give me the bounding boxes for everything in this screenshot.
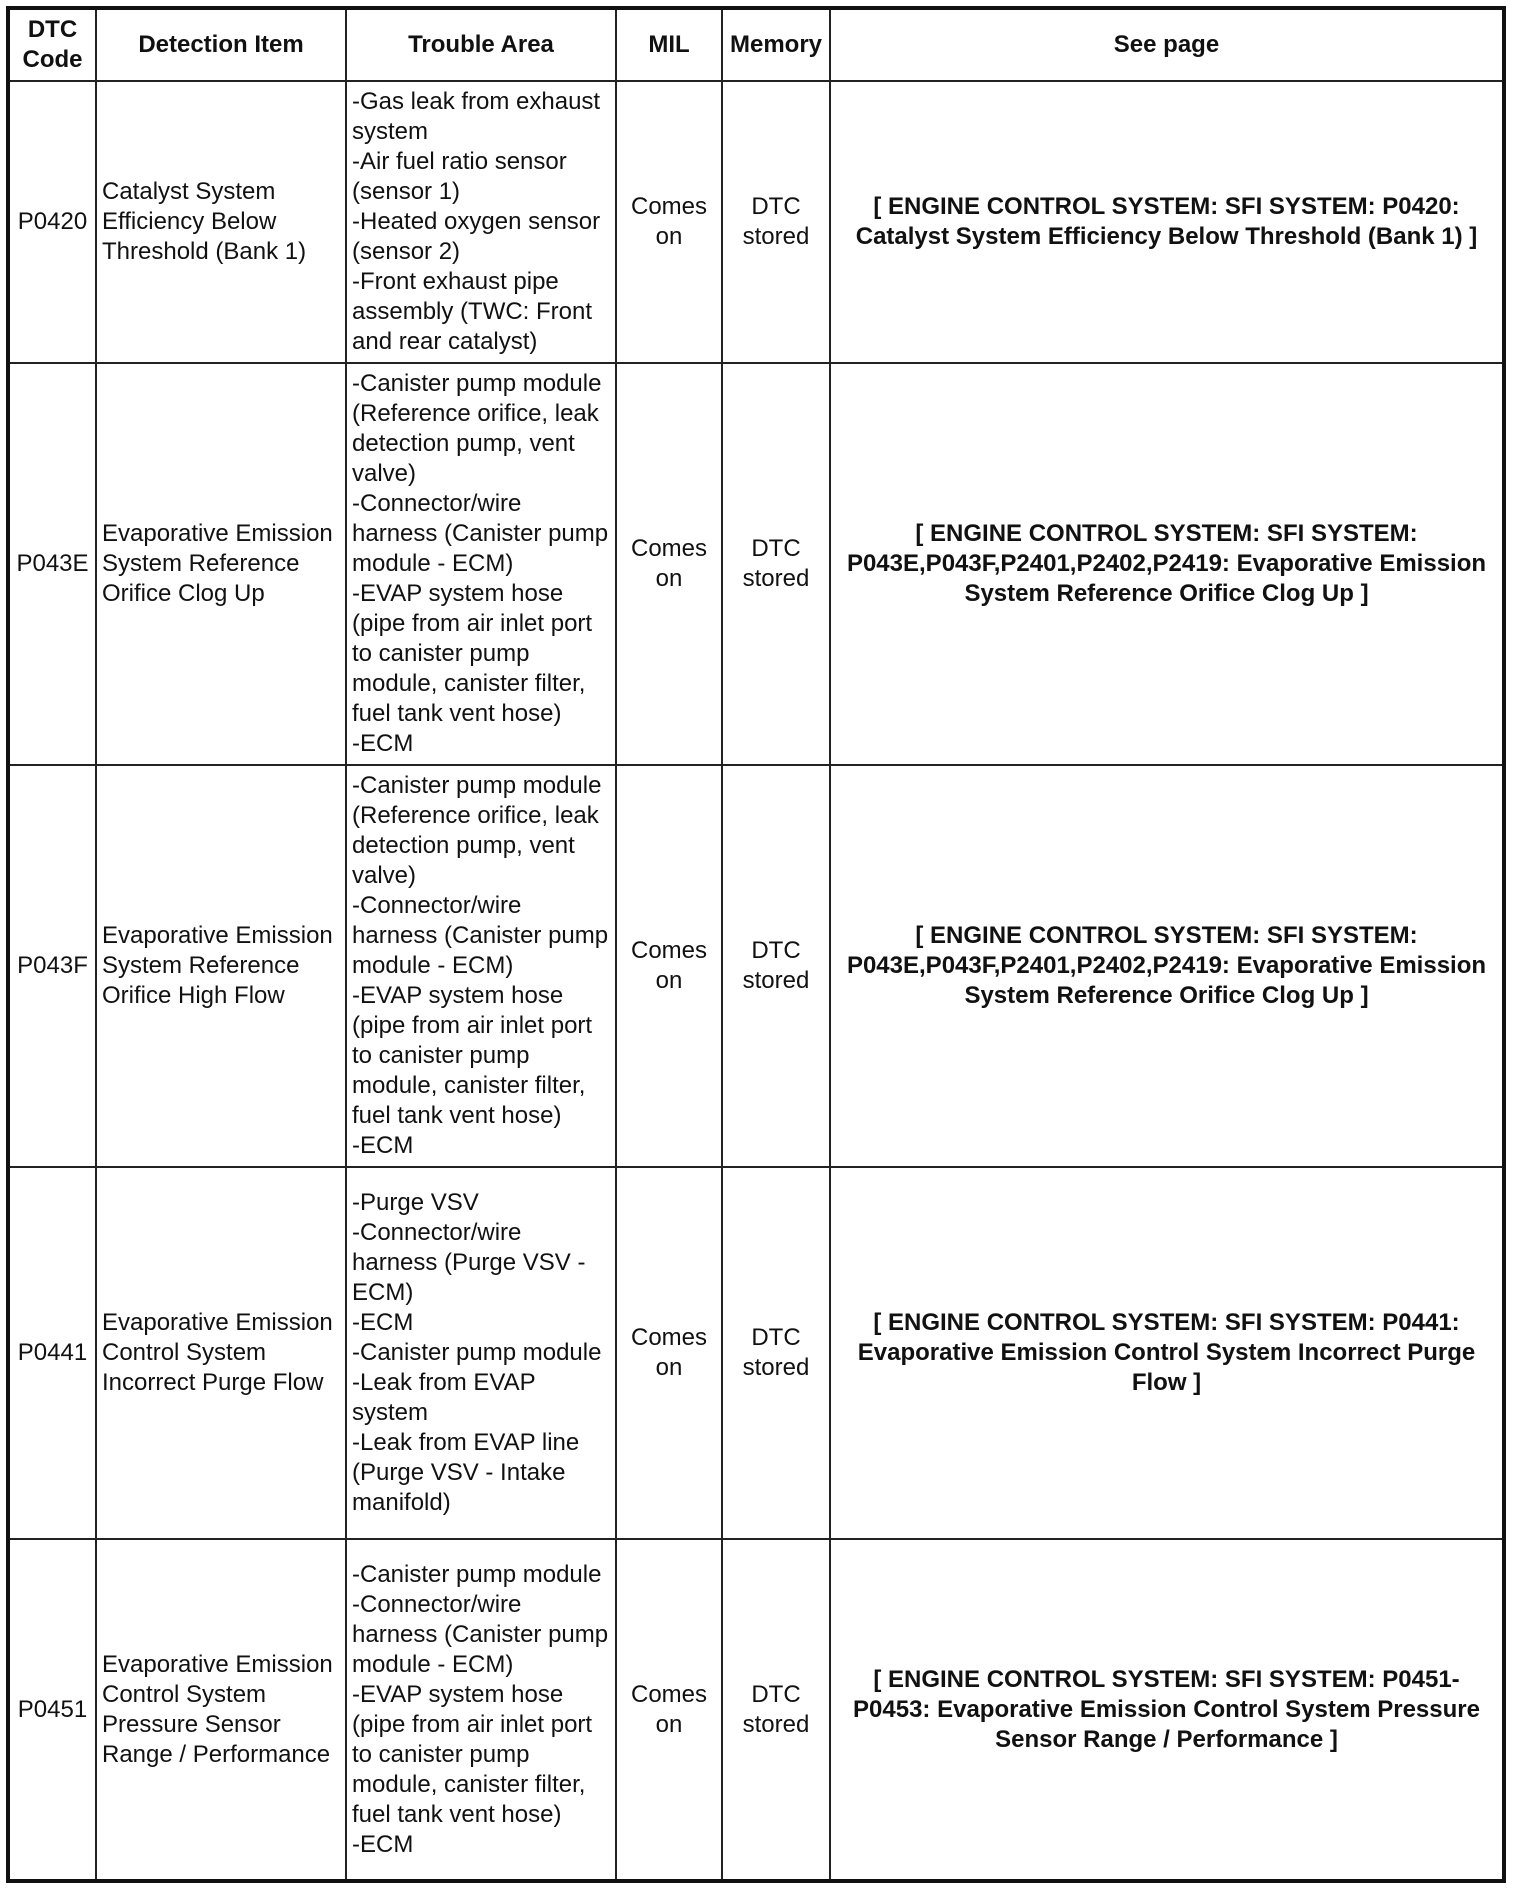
trouble-area-line: -Canister pump module (Reference orifice, leak detection pump, vent valve) bbox=[352, 370, 602, 487]
header-memory: Memory bbox=[722, 8, 830, 81]
mil-cell: Comes on bbox=[616, 765, 722, 1167]
trouble-area-cell bbox=[346, 765, 616, 1167]
detection-item-cell: Evaporative Emission Control System Pressure Sensor Range / Performance bbox=[96, 1539, 346, 1881]
table-header-row bbox=[8, 8, 1504, 81]
mil-cell: Comes on bbox=[616, 1167, 722, 1539]
mil-cell: Comes on bbox=[616, 81, 722, 363]
see-page-link[interactable]: [ ENGINE CONTROL SYSTEM: SFI SYSTEM: P0451-P0453: Evaporative Emission Control System Pressure Sensor Range / Performance ] bbox=[830, 1539, 1504, 1881]
header-see-page: See page bbox=[830, 8, 1504, 81]
header-detection-item: Detection Item bbox=[96, 8, 346, 81]
dtc-code-cell: P043F bbox=[8, 765, 96, 1167]
mil-cell: Comes on bbox=[616, 363, 722, 765]
dtc-code-cell: P0451 bbox=[8, 1539, 96, 1881]
trouble-area-line: -EVAP system hose (pipe from air inlet port to canister pump module, canister filter, fuel tank vent hose) bbox=[352, 982, 593, 1129]
detection-item-cell: Evaporative Emission System Reference Orifice Clog Up bbox=[96, 363, 346, 765]
trouble-area-cell bbox=[346, 363, 616, 765]
table-row bbox=[8, 81, 1504, 363]
trouble-area-cell bbox=[346, 1539, 616, 1881]
table-row bbox=[8, 765, 1504, 1167]
trouble-area-line: -EVAP system hose (pipe from air inlet port to canister pump module, canister filter, fuel tank vent hose) bbox=[352, 1680, 593, 1828]
trouble-area-line: -EVAP system hose (pipe from air inlet port to canister pump module, canister filter, fuel tank vent hose) bbox=[352, 580, 593, 727]
trouble-area-line: -ECM bbox=[352, 730, 414, 757]
memory-cell: DTC stored bbox=[722, 1539, 830, 1881]
header-dtc-code: DTC Code bbox=[8, 8, 96, 81]
memory-cell: DTC stored bbox=[722, 1167, 830, 1539]
dtc-table bbox=[6, 6, 1506, 1883]
mil-cell: Comes on bbox=[616, 1539, 722, 1881]
trouble-area-line: -Canister pump module bbox=[352, 1339, 602, 1366]
trouble-area-line: -Purge VSV bbox=[352, 1189, 479, 1216]
trouble-area-line: -Front exhaust pipe assembly (TWC: Front and rear catalyst) bbox=[352, 268, 593, 355]
see-page-link[interactable]: [ ENGINE CONTROL SYSTEM: SFI SYSTEM: P0441: Evaporative Emission Control System Incorrect Purge Flow ] bbox=[830, 1167, 1504, 1539]
trouble-area-line: -Canister pump module (Reference orifice, leak detection pump, vent valve) bbox=[352, 772, 602, 889]
trouble-area-cell bbox=[346, 81, 616, 363]
trouble-area-line: -ECM bbox=[352, 1830, 414, 1858]
header-trouble-area: Trouble Area bbox=[346, 8, 616, 81]
detection-item-cell: Evaporative Emission Control System Incorrect Purge Flow bbox=[96, 1167, 346, 1539]
trouble-area-line: -ECM bbox=[352, 1132, 414, 1159]
table-row bbox=[8, 1167, 1504, 1539]
trouble-area-line: -ECM bbox=[352, 1309, 414, 1336]
see-page-link[interactable]: [ ENGINE CONTROL SYSTEM: SFI SYSTEM: P043E,P043F,P2401,P2402,P2419: Evaporative Emission System Reference Orifice Clog Up ] bbox=[830, 363, 1504, 765]
trouble-area-line: -Connector/wire harness (Canister pump module - ECM) bbox=[352, 892, 609, 979]
dtc-code-cell: P0441 bbox=[8, 1167, 96, 1539]
see-page-link[interactable]: [ ENGINE CONTROL SYSTEM: SFI SYSTEM: P043E,P043F,P2401,P2402,P2419: Evaporative Emission System Reference Orifice Clog Up ] bbox=[830, 765, 1504, 1167]
trouble-area-line: -Connector/wire harness (Canister pump module - ECM) bbox=[352, 490, 609, 577]
detection-item-cell: Catalyst System Efficiency Below Threshold (Bank 1) bbox=[96, 81, 346, 363]
trouble-area-line: -Connector/wire harness (Purge VSV - ECM) bbox=[352, 1219, 586, 1306]
trouble-area-line: -Air fuel ratio sensor (sensor 1) bbox=[352, 148, 567, 205]
memory-cell: DTC stored bbox=[722, 765, 830, 1167]
table-row bbox=[8, 363, 1504, 765]
see-page-link[interactable]: [ ENGINE CONTROL SYSTEM: SFI SYSTEM: P0420: Catalyst System Efficiency Below Threshold (Bank 1) ] bbox=[830, 81, 1504, 363]
table-row bbox=[8, 1539, 1504, 1881]
header-mil: MIL bbox=[616, 8, 722, 81]
trouble-area-cell bbox=[346, 1167, 616, 1539]
trouble-area-line: -Leak from EVAP system bbox=[352, 1369, 536, 1426]
trouble-area-line: -Gas leak from exhaust system bbox=[352, 88, 601, 145]
memory-cell: DTC stored bbox=[722, 363, 830, 765]
trouble-area-line: -Heated oxygen sensor (sensor 2) bbox=[352, 208, 601, 265]
memory-cell: DTC stored bbox=[722, 81, 830, 363]
trouble-area-line: -Connector/wire harness (Canister pump module - ECM) bbox=[352, 1590, 609, 1678]
trouble-area-line: -Leak from EVAP line (Purge VSV - Intake manifold) bbox=[352, 1429, 580, 1516]
detection-item-cell: Evaporative Emission System Reference Orifice High Flow bbox=[96, 765, 346, 1167]
dtc-code-cell: P0420 bbox=[8, 81, 96, 363]
dtc-code-cell: P043E bbox=[8, 363, 96, 765]
trouble-area-line: -Canister pump module bbox=[352, 1560, 602, 1588]
